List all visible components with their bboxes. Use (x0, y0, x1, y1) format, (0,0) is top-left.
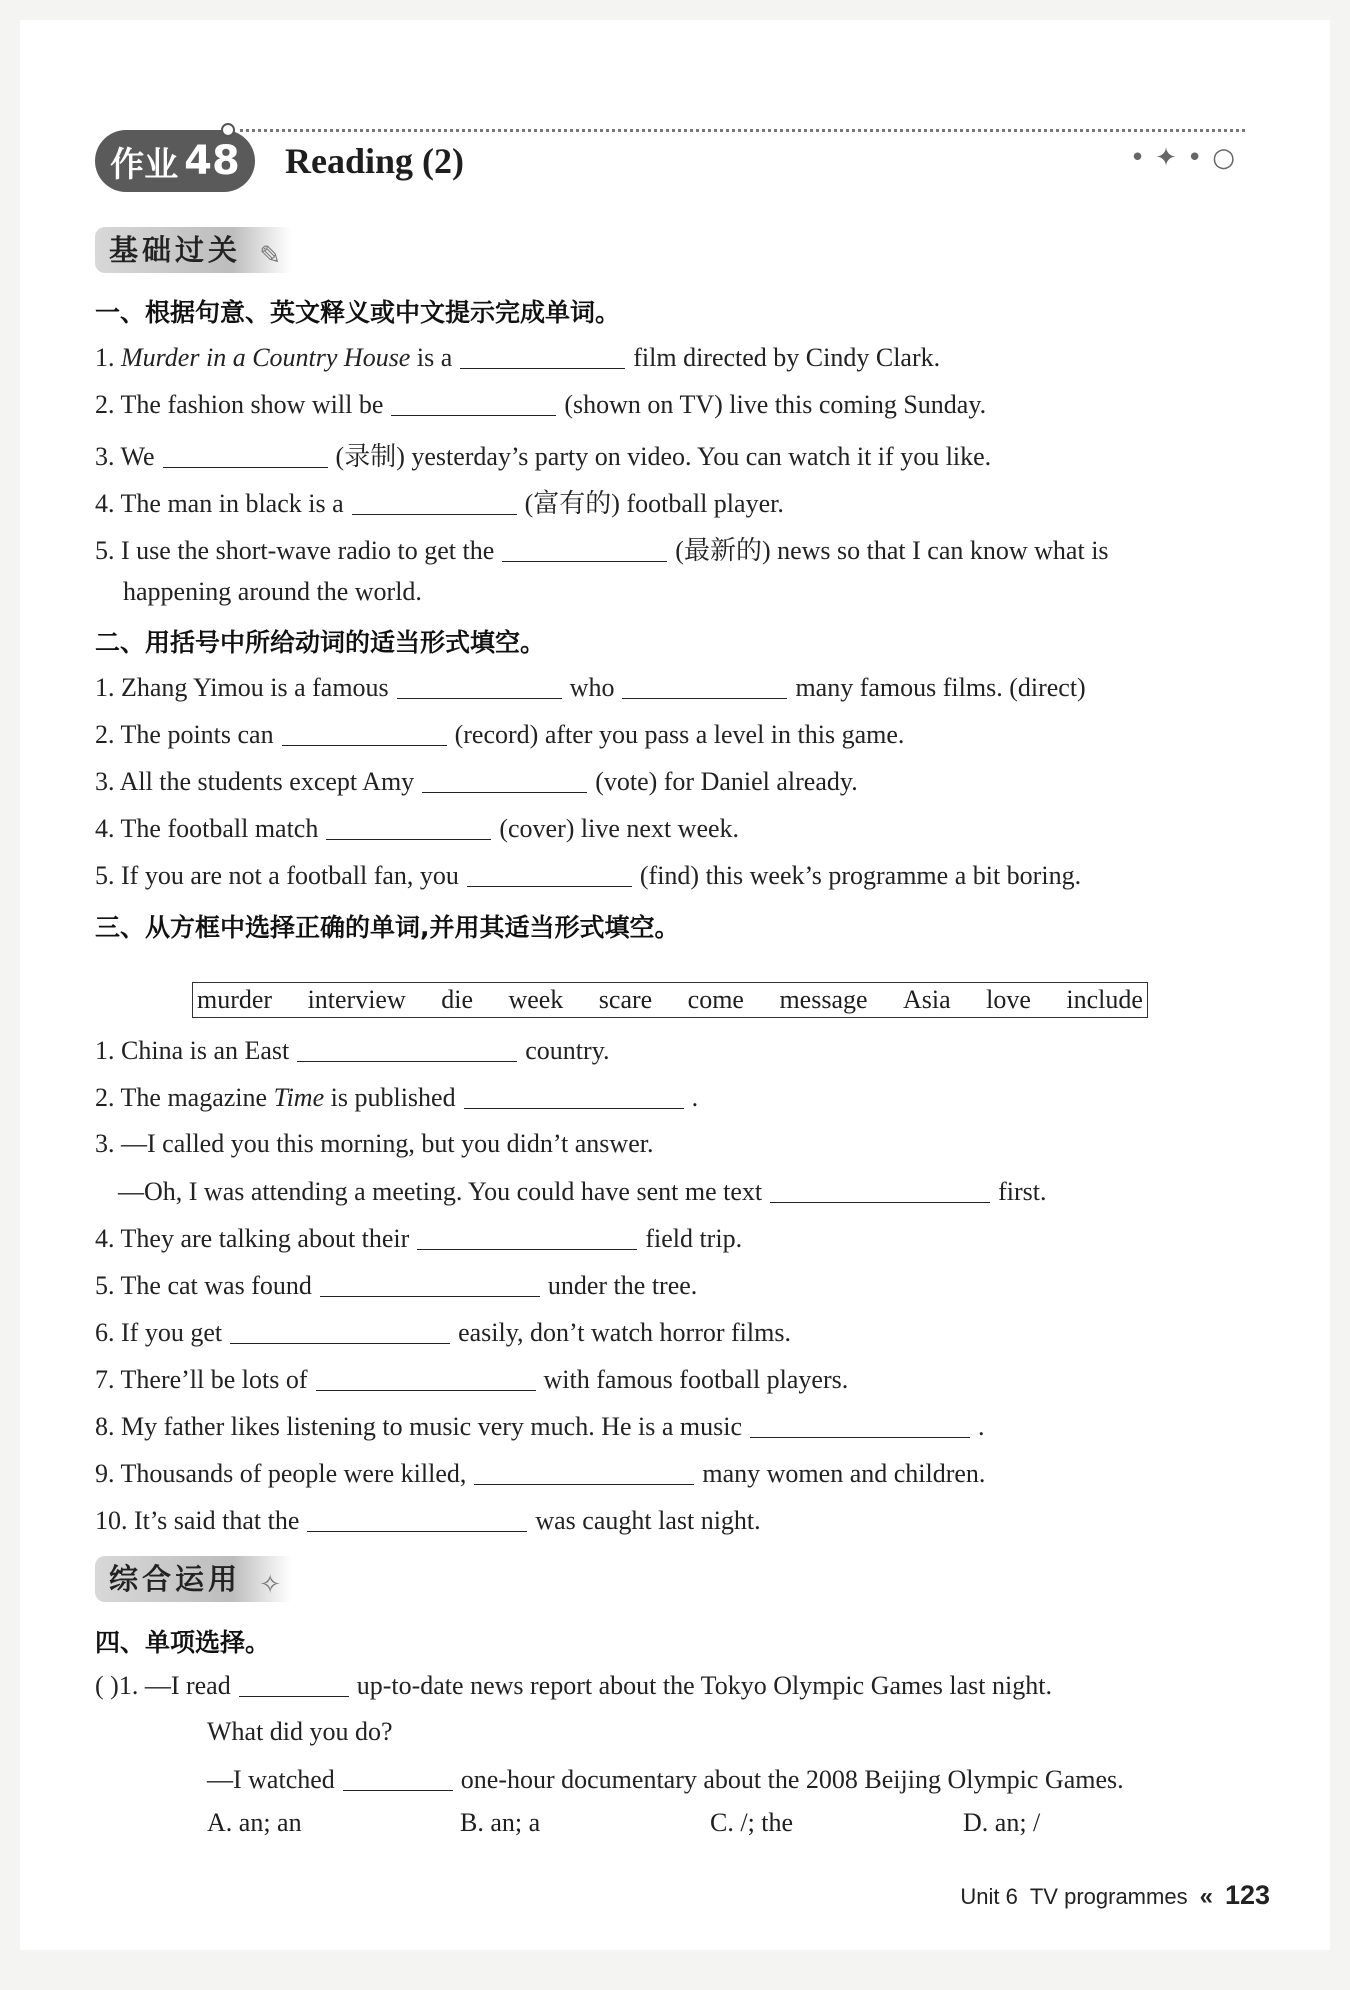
word-bank-item: interview (307, 985, 406, 1014)
footer-unit: Unit 6 (960, 1884, 1018, 1909)
part3-q3-reply: —Oh, I was attending a meeting. You could have sent me text first. (118, 1177, 1047, 1206)
page-number: 123 (1224, 1880, 1270, 1910)
word-bank-item: week (508, 985, 564, 1014)
answer-blank[interactable] (467, 860, 632, 887)
part4-q1: ( )1. —I read up-to-date news report about the Tokyo Olympic Games last night. (95, 1671, 1052, 1700)
part4-q1-line2: What did you do? (207, 1717, 393, 1746)
sparkle-icon: ✧ (259, 1570, 286, 1600)
part2-q4: 4. The football match (cover) live next week. (95, 814, 740, 843)
homework-badge (95, 130, 255, 192)
section-comprehensive-tag (95, 1556, 291, 1602)
part2-q3: 3. All the students except Amy (vote) for Daniel already. (95, 767, 858, 796)
part1-q5: 5. I use the short-wave radio to get the (最新的) news so that I can know what is (95, 536, 1109, 565)
answer-blank[interactable] (316, 1364, 536, 1391)
answer-blank[interactable] (502, 535, 667, 562)
answer-blank[interactable] (474, 1458, 694, 1485)
pencil-icon: ✎ (259, 241, 286, 271)
part2-q5: 5. If you are not a football fan, you (find) this week’s programme a bit boring. (95, 861, 1082, 890)
answer-blank[interactable] (622, 672, 787, 699)
answer-blank[interactable] (230, 1317, 450, 1344)
double-chevron-left-icon: « (1199, 1883, 1213, 1910)
answer-blank[interactable] (326, 813, 491, 840)
badge-dot-icon (221, 123, 235, 137)
answer-blank[interactable] (343, 1764, 453, 1791)
section-comprehensive-label: 综合运用 (109, 1562, 242, 1596)
part3-q7: 7. There’ll be lots of with famous football players. (95, 1365, 849, 1394)
option-c[interactable]: C. /; the (710, 1808, 794, 1837)
part2-q1: 1. Zhang Yimou is a famous who many famous films. (direct) (95, 673, 1086, 702)
answer-blank[interactable] (307, 1505, 527, 1532)
section-basic-label: 基础过关 (109, 233, 242, 267)
part3-q2: 2. The magazine Time is published . (95, 1083, 699, 1112)
word-bank-item: message (779, 985, 868, 1014)
header-dotted-line (240, 129, 1245, 132)
sparkle-decoration-icon: •✦•○ (1129, 143, 1245, 173)
part1-q5-continued: happening around the world. (123, 577, 422, 606)
answer-blank[interactable] (464, 1082, 684, 1109)
word-bank-item: murder (197, 985, 273, 1014)
badge-label: 作业 (110, 144, 179, 185)
answer-blank[interactable] (417, 1223, 637, 1250)
part4-q1-options (207, 1808, 1207, 1842)
answer-blank[interactable] (352, 488, 517, 515)
part1-q1: 1. Murder in a Country House is a film directed by Cindy Clark. (95, 343, 941, 372)
section-basic-tag (95, 227, 291, 273)
page-header (75, 105, 1255, 205)
option-a[interactable]: A. an; an (207, 1808, 302, 1837)
option-b[interactable]: B. an; a (460, 1808, 541, 1837)
word-bank-item: Asia (903, 985, 951, 1014)
part1-q3: 3. We (录制) yesterday’s party on video. You can watch it if you like. (95, 442, 992, 471)
part3-q3: 3. —I called you this morning, but you didn’t answer. (95, 1129, 654, 1158)
footer-topic: TV programmes (1029, 1884, 1188, 1909)
part3-q5: 5. The cat was found under the tree. (95, 1271, 698, 1300)
part3-q1: 1. China is an East country. (95, 1036, 610, 1065)
answer-blank[interactable] (397, 672, 562, 699)
part4-q1-line3: —I watched one-hour documentary about the 2008 Beijing Olympic Games. (207, 1765, 1124, 1794)
page-title: Reading (2) (285, 141, 464, 181)
page-footer (960, 1880, 1270, 1911)
part3-q10: 10. It’s said that the was caught last night. (95, 1506, 761, 1535)
part2-q2: 2. The points can (record) after you pass a level in this game. (95, 720, 905, 749)
word-bank-item: scare (598, 985, 653, 1014)
part3-q6: 6. If you get easily, don’t watch horror films. (95, 1318, 791, 1347)
part1-q2: 2. The fashion show will be (shown on TV) live this coming Sunday. (95, 390, 987, 419)
answer-blank[interactable] (163, 441, 328, 468)
answer-blank[interactable] (297, 1035, 517, 1062)
word-bank-item: love (986, 985, 1031, 1014)
answer-blank[interactable] (282, 719, 447, 746)
part3-heading: 三、从方框中选择正确的单词,并用其适当形式填空。 (95, 913, 680, 942)
part4-heading: 四、单项选择。 (95, 1628, 271, 1657)
answer-blank[interactable] (770, 1176, 990, 1203)
part2-heading: 二、用括号中所给动词的适当形式填空。 (95, 628, 546, 657)
word-bank-item: come (687, 985, 744, 1014)
option-d[interactable]: D. an; / (963, 1808, 1041, 1837)
answer-blank[interactable] (320, 1270, 540, 1297)
word-bank-item: die (441, 985, 473, 1014)
answer-blank[interactable] (460, 342, 625, 369)
answer-blank[interactable] (391, 389, 556, 416)
part3-q4: 4. They are talking about their field trip. (95, 1224, 743, 1253)
word-bank-item: include (1066, 985, 1143, 1014)
answer-blank[interactable] (422, 766, 587, 793)
part3-q8: 8. My father likes listening to music very much. He is a music . (95, 1412, 985, 1441)
part1-q4: 4. The man in black is a (富有的) football player. (95, 489, 784, 518)
answer-blank[interactable] (750, 1411, 970, 1438)
part3-q9: 9. Thousands of people were killed, many women and children. (95, 1459, 986, 1488)
answer-blank[interactable] (239, 1670, 349, 1697)
part1-heading: 一、根据句意、英文释义或中文提示完成单词。 (95, 298, 621, 327)
badge-number: 48 (184, 138, 240, 184)
workbook-page (20, 20, 1330, 1950)
word-bank-box (192, 982, 1148, 1018)
